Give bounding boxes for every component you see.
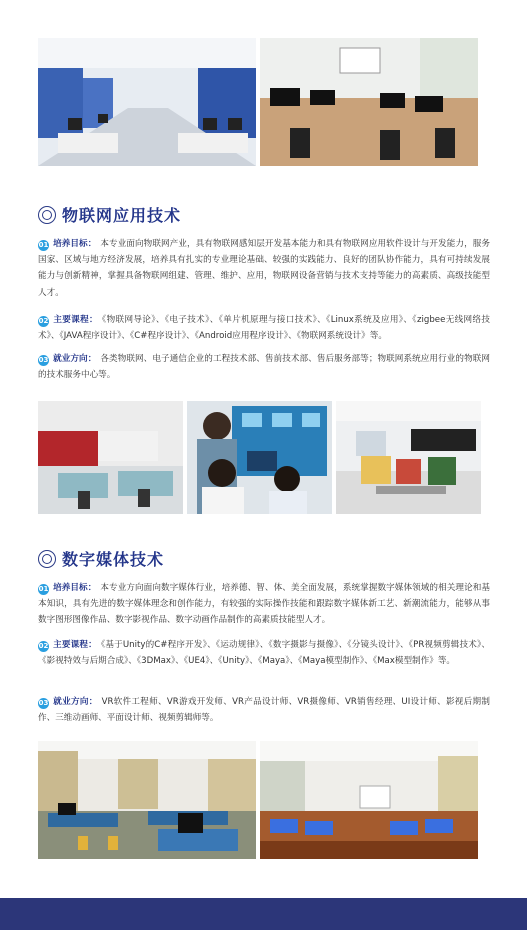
item-text: VR软件工程师、VR游戏开发师、VR产品设计师、VR摄像师、VR销售经理、UI设计师、影视后期制作、三维动画师、平面设计师、视频剪辑师等。 [38,697,490,724]
computer-lab-photo-2 [260,38,478,166]
iot-lab-photo-3 [336,401,481,514]
iot-career-paragraph [38,351,490,383]
footer-bar [0,898,527,930]
iot-lab-photo-1 [38,401,183,514]
item-label: 培养目标： [53,239,97,249]
section-title-text: 物联网应用技术 [62,206,182,225]
number-badge: 03 [38,699,49,707]
iot-lab-photo-2 [187,401,332,514]
media-goal-paragraph [38,580,490,629]
item-label: 主要课程： [53,640,97,650]
iot-goal-paragraph [38,236,490,301]
iot-photo-row [38,401,481,514]
item-label: 培养目标： [53,583,97,593]
number-badge: 02 [38,317,49,325]
media-lab-photo-1 [38,741,256,859]
number-badge: 01 [38,585,49,593]
section-title-iot [38,203,181,226]
item-text: 本专业方向面向数字媒体行业，培养德、智、体、美全面发展，系统掌握数字媒体领域的相关理论和基本知识，具有先进的数字媒体理念和创作能力，有较强的实际操作技能和跟踪数字媒体新工艺、新潮流能力，能够从事数字图形图像作品、数字影视作品、数字动画作品制作的高素质技能型人才。 [38,583,490,626]
circle-icon [38,550,56,568]
number-badge: 02 [38,642,49,650]
media-career-paragraph [38,694,490,726]
number-badge: 03 [38,356,49,364]
item-label: 就业方向： [53,354,97,364]
media-lab-photo-2 [260,741,478,859]
item-text: 《物联网导论》、《电子技术》、《单片机原理与接口技术》、《Linux系统及应用》、《zigbee无线网络技术》、《JAVA程序设计》、《C#程序设计》、《Android应用程序设计》、《物联网系统设计》等。 [38,315,490,342]
item-text: 各类物联网、电子通信企业的工程技术部、售前技术部、售后服务部等；物联网系统应用行业的物联网的技术服务中心等。 [38,354,490,381]
iot-courses-paragraph [38,312,490,344]
item-text: 《基于Unity的C#程序开发》、《运动规律》、《数字摄影与摄像》、《分镜头设计》、《PR视频剪辑技术》、《影视特效与后期合成》、《3DMax》、《UE4》、《Unity》、《Maya》、《Maya模型制作》、《Max模型制作》等。 [38,640,490,667]
item-label: 就业方向： [53,697,98,707]
number-badge: 01 [38,241,49,249]
circle-icon [38,206,56,224]
top-photo-row [38,38,478,166]
item-label: 主要课程： [53,315,98,325]
media-photo-row [38,741,478,859]
computer-lab-photo-1 [38,38,256,166]
media-courses-paragraph [38,637,490,669]
section-title-text: 数字媒体技术 [62,550,165,569]
section-title-digital-media [38,547,164,570]
item-text: 本专业面向物联网产业，具有物联网感知层开发基本能力和具有物联网应用软件设计与开发能力，服务国家、区域与地方经济发展，培养具有扎实的专业理论基础、较强的实践能力、良好的团队协作能力，具有可持续发展能力与创新精神，掌握具备物联网组建、管理、维护、应用，物联网设备营销与技术支持等能力的高素质、高级技能型人才。 [38,239,490,298]
